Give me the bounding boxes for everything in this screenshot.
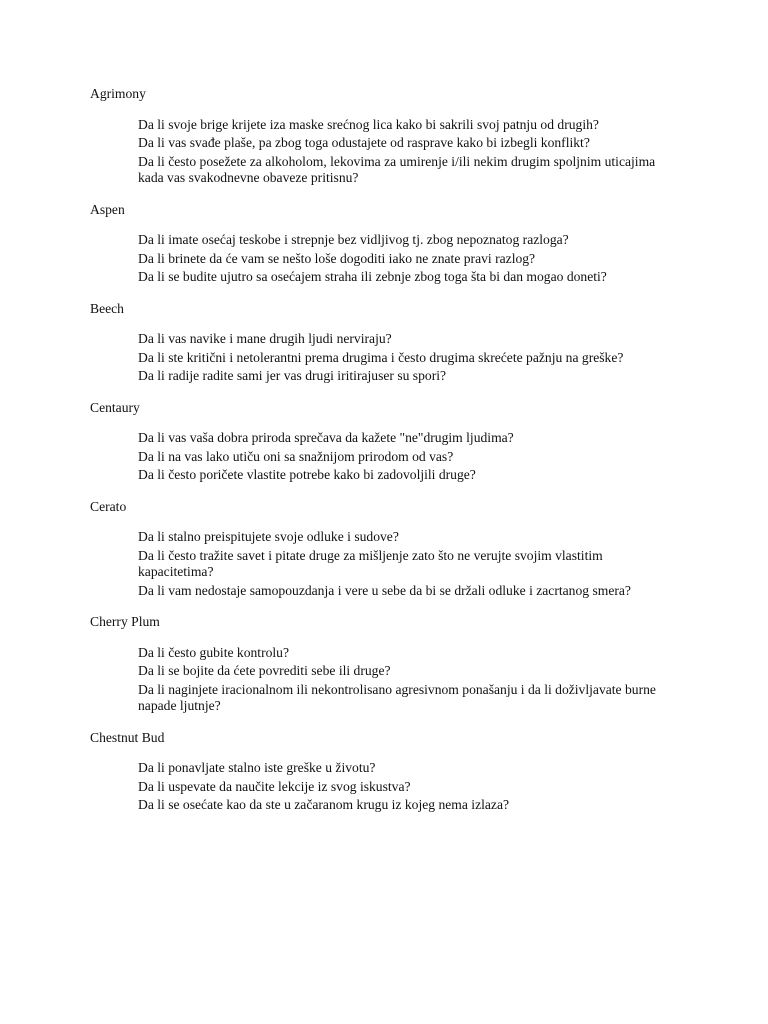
section-title: Aspen [90,201,125,217]
section-beech [90,301,690,385]
question-item: Da li na vas lako utiču oni sa snažnijom prirodom od vas? [138,448,454,464]
section-gap [90,484,690,499]
question-list [138,529,690,599]
section-centaury [90,400,690,484]
question-item: Da li vam nedostaje samopouzdanja i vere u sebe da bi se držali odluke i zacrtanog smera? [138,582,631,598]
question-item: Da li često poričete vlastite potrebe kako bi zadovoljili druge? [138,467,476,482]
section-title: Cerato [90,498,127,514]
question-list [138,430,690,484]
question-item: Da li se bojite da ćete povrediti sebe ili druge? [138,663,391,678]
question-item: Da li uspevate da naučite lekcije iz svog iskustva? [138,778,411,794]
question-list [138,117,690,187]
section-chestnut-bud [90,730,690,814]
section-gap [90,385,690,400]
question-item: Da li brinete da će vam se nešto loše dogoditi iako ne znate pravi razlog? [138,250,536,266]
question-item: Da li ponavljate stalno iste greške u životu? [138,760,376,775]
question-item: Da li vas vaša dobra priroda sprečava da kažete "ne"drugim ljudima? [138,430,514,445]
section-gap [90,599,690,614]
question-item: Da li radije radite sami jer vas drugi iritirajuser su spori? [138,368,447,383]
section-cherry-plum [90,614,690,715]
section-title: Cherry Plum [90,614,160,629]
question-item: Da li naginjete iracionalnom ili nekontrolisano agresivnom ponašanju i da li doživljavate burne napade ljutnje? [138,681,656,713]
question-item: Da li vas svađe plaše, pa zbog toga odustajete od rasprave kako bi izbegli konflikt? [138,135,590,150]
document-page [90,86,690,814]
section-title: Chestnut Bud [90,729,165,745]
section-gap [90,715,690,730]
question-item: Da li često gubite kontrolu? [138,644,290,660]
section-title: Agrimony [90,86,146,101]
question-list [138,760,690,814]
question-item: Da li često posežete za alkoholom, lekovima za umirenje i/ili nekim drugim spoljnim uticajima kada vas svakodnevne obaveze pritisnu? [138,153,656,185]
section-gap [90,187,690,202]
section-agrimony [90,86,690,187]
question-list [138,645,690,715]
question-item: Da li imate osećaj teskobe i strepnje bez vidljivog tj. zbog nepoznatog razloga? [138,232,569,247]
section-title: Centaury [90,399,140,415]
question-list [138,232,690,286]
question-list [138,331,690,385]
question-item: Da li se osećate kao da ste u začaranom krugu iz kojeg nema izlaza? [138,797,510,812]
section-gap [90,286,690,301]
question-item: Da li vas navike i mane drugih ljudi nerviraju? [138,331,392,346]
section-cerato [90,499,690,600]
question-item: Da li ste kritični i netolerantni prema drugima i često drugima skrećete pažnju na greške? [138,349,624,365]
question-item: Da li svoje brige krijete iza maske srećnog lica kako bi sakrili svoj patnju od drugih? [138,116,599,132]
question-item: Da li često tražite savet i pitate druge za mišljenje zato što ne verujte svojim vlastitim kapacitetima? [138,547,603,579]
question-item: Da li se budite ujutro sa osećajem straha ili zebnje zbog toga šta bi dan mogao doneti? [138,269,607,284]
question-item: Da li stalno preispitujete svoje odluke i sudove? [138,529,399,544]
section-title: Beech [90,300,124,316]
section-aspen [90,202,690,286]
